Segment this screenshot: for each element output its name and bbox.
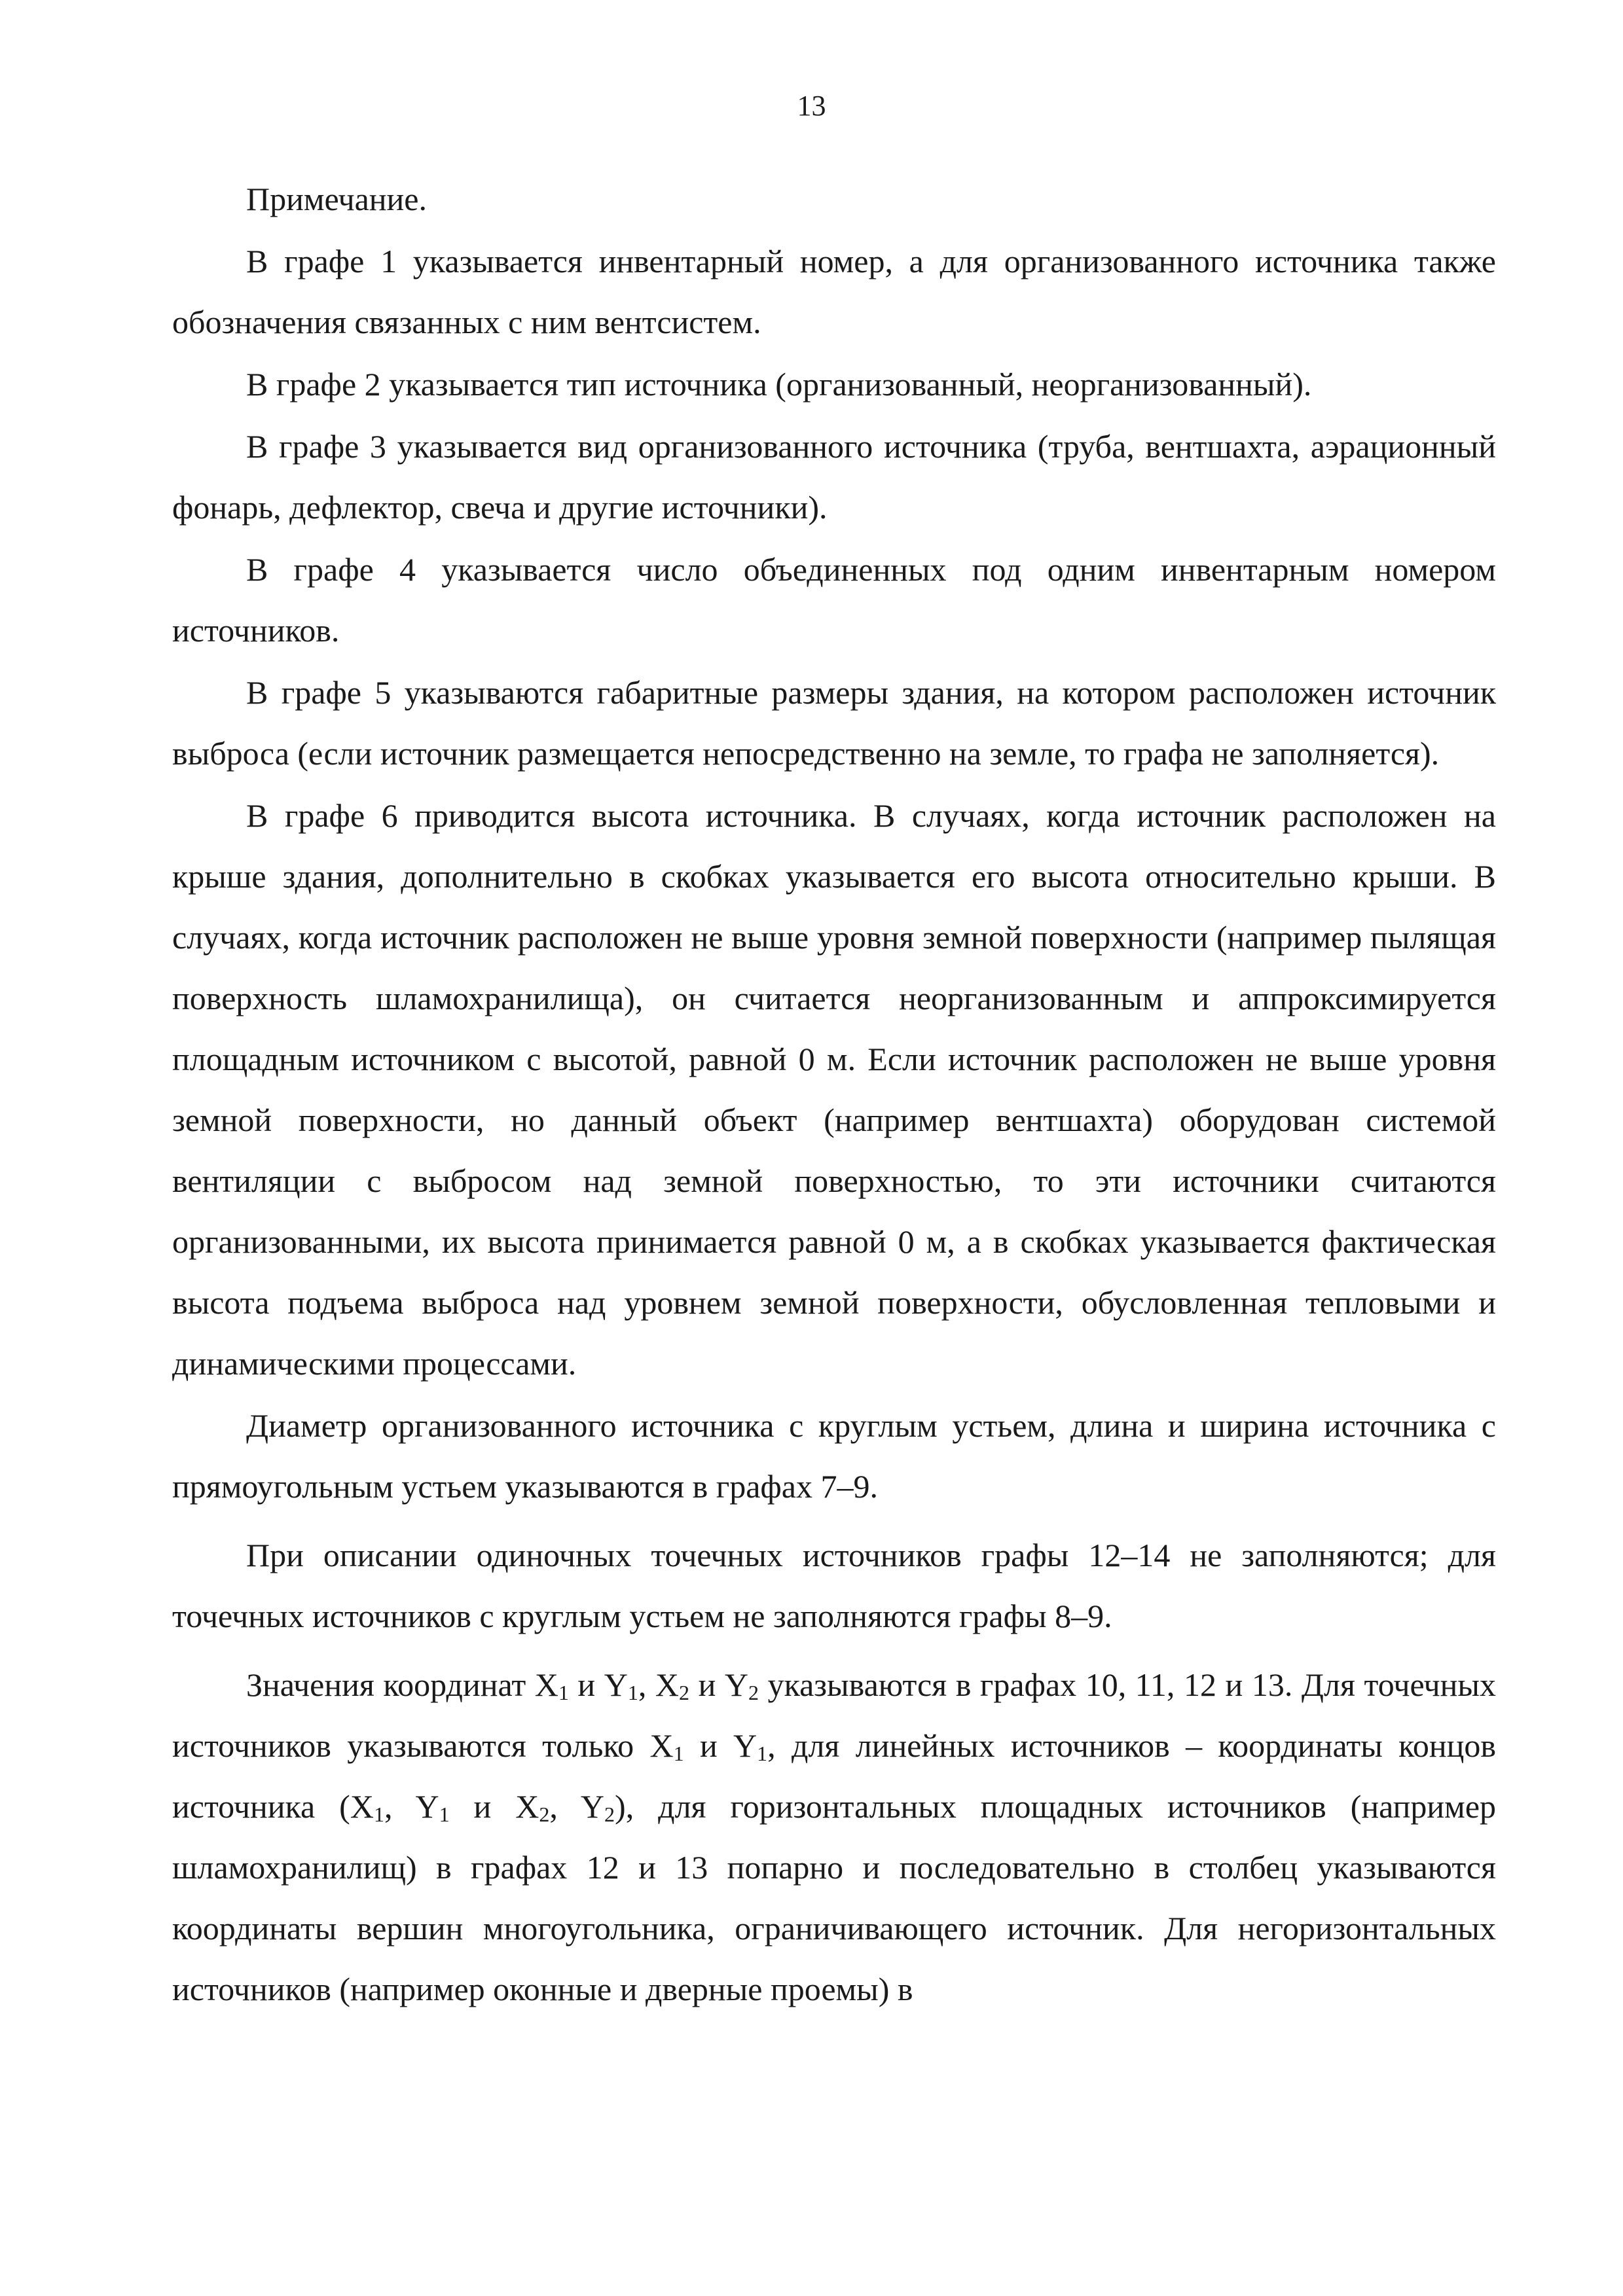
paragraph-column-1: В графе 1 указывается инвентарный номер, а для организованного источника также обозначения связанных с ним вентсистем. [172,243,1496,340]
paragraph-column-4: В графе 4 указывается число объединенных под одним инвентарным номером источников. [172,551,1496,649]
coord-text: , X [638,1666,680,1703]
coord-text: и Y [568,1666,628,1703]
paragraph-column-2: В графе 2 указывается тип источника (организованный, неорганизованный). [246,366,1312,403]
page-number: 13 [797,90,826,122]
note-heading: Примечание. [246,181,428,217]
coord-text: указываются в графах 10, 11, 12 и 13. Для точечных источников указываются только X [172,1666,1496,1764]
coord-subscript: 1 [757,1742,768,1765]
coord-text: и X [449,1788,539,1825]
coord-subscript: 1 [558,1681,569,1704]
coord-subscript: 1 [373,1803,384,1826]
coord-text: , Y [384,1788,439,1825]
coord-text: Значения координат X [246,1666,558,1703]
coord-subscript: 1 [627,1681,638,1704]
paragraph-column-3: В графе 3 указывается вид организованного источника (труба, вентшахта, аэрационный фонарь, дефлектор, свеча и другие источники). [172,428,1496,526]
paragraph-columns-7-9: Диаметр организованного источника с круглым устьем, длина и ширина источника с прямоугольным устьем указываются в графах 7–9. [172,1407,1496,1505]
coord-text: , для линейных источников – координаты концов источника (X [172,1727,1497,1825]
coord-subscript: 1 [439,1803,450,1826]
paragraph-columns-12-14: При описании одиночных точечных источников графы 12–14 не заполняются; для точечных источников с круглым устьем не заполняются графы 8–9. [172,1537,1496,1634]
coord-subscript: 2 [748,1681,759,1704]
coord-text: и Y [684,1727,757,1764]
document-body [172,169,1496,2021]
coord-text: ), для горизонтальных площадных источников (например шламохранилищ) в графах 12 и 13 попарно и последовательно в столбец указываются координаты вершин многоугольника, ограничивающего источник. Для негоризонтальных источников (например оконные и дверные проемы) в [172,1788,1497,2007]
coord-subscript: 2 [679,1681,690,1704]
coord-subscript: 1 [673,1742,684,1765]
paragraph-coordinates [172,1655,1496,2020]
paragraph-column-6: В графе 6 приводится высота источника. В случаях, когда источник расположен на крыше здания, дополнительно в скобках указывается его высота относительно крыши. В случаях, когда источник расположен не выше уровня земной поверхности (например пылящая поверхность шламохранилища), он считается неорганизованным и аппроксимируется площадным источником с высотой, равной 0 м. Если источник расположен не выше уровня земной поверхности, но данный объект (например вентшахта) оборудован системой вентиляции с выбросом над земной поверхностью, то эти источники считаются организованными, их высота принимается равной 0 м, а в скобках указывается фактическая высота подъема выброса над уровнем земной поверхности, обусловленная тепловыми и динамическими процессами. [172,797,1496,1382]
coord-text: и Y [689,1666,749,1703]
coord-subscript: 2 [539,1803,550,1826]
paragraph-column-5: В графе 5 указываются габаритные размеры здания, на котором расположен источник выброса (если источник размещается непосредственно на земле, то графа не заполняется). [172,674,1496,772]
coord-subscript: 2 [604,1803,615,1826]
coord-text: , Y [549,1788,605,1825]
